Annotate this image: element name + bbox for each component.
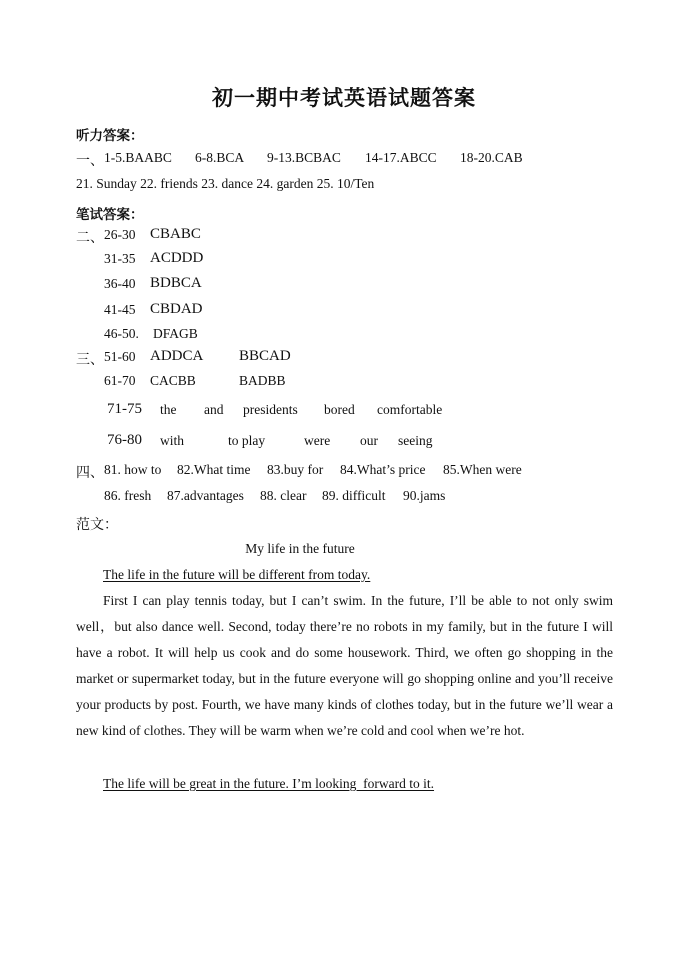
part3-word: bored [324, 402, 355, 417]
part2-range: 31-35 [104, 251, 136, 266]
part3-word: to play [228, 433, 266, 448]
part4-answer: 85.When were [443, 462, 522, 477]
part2-range: 26-30 [104, 227, 136, 242]
part4-answer: 81. how to [104, 462, 162, 477]
part3-word: and [204, 402, 224, 417]
listening-group: 6-8.BCA [195, 150, 245, 165]
part2-range: 46-50. [104, 326, 139, 341]
listening-header: 听力答案： [76, 128, 144, 144]
part2-answer: DFAGB [153, 326, 198, 341]
part4-answer: 90.jams [403, 488, 446, 503]
part4-prefix: 四、 [76, 465, 104, 481]
page-title: 初一期中考试英语试题答案 [212, 85, 476, 110]
part2-answer: ACDDD [150, 250, 204, 266]
part2-prefix: 二、 [76, 230, 104, 246]
part3-answer-b: BBCAD [239, 348, 291, 364]
part3-word: seeing [398, 433, 433, 448]
part3-word: presidents [243, 402, 298, 417]
part3-word: with [160, 433, 185, 448]
part3-word: the [160, 402, 177, 417]
part2-range: 36-40 [104, 276, 136, 291]
part4-answer: 84.What’s price [340, 462, 426, 477]
essay-title: My life in the future [245, 541, 355, 556]
part2-answer: CBABC [150, 226, 201, 242]
part3-range: 71-75 [107, 401, 142, 417]
listening-group: 1-5.BAABC [104, 150, 172, 165]
part4-answer: 89. difficult [322, 488, 386, 503]
part1-prefix: 一、 [76, 153, 104, 169]
essay-header: 范文： [76, 517, 118, 533]
part2-range: 41-45 [104, 302, 136, 317]
part2-answer: CBDAD [150, 301, 203, 317]
essay-body [76, 588, 613, 744]
part3-answer-a: ADDCA [150, 348, 204, 364]
part4-answer: 86. fresh [104, 488, 152, 503]
part3-prefix: 三、 [76, 352, 104, 368]
part3-range: 76-80 [107, 432, 142, 448]
essay-body-text: First I can play tennis today, but I can’t swim. In the future, I’ll be able to not only swim well，but also dance well. Second, today there’re no robots in my family, but in the future I will have a robot. It will help us cook and do some housework. Third, we often go shopping in the market or supermarket today, but in the future everyone will go shopping online and you’ll receive your products by post. Fourth, we have many kinds of clothes today, but in the future we’ll wear a new kind of clothes. They will be warm when we’re cold and cool when we’re hot. [76, 593, 613, 738]
part3-range: 51-60 [104, 349, 136, 364]
part4-answer: 87.advantages [167, 488, 244, 503]
part3-word: comfortable [377, 402, 443, 417]
listening-group: 14-17.ABCC [365, 150, 437, 165]
part4-answer: 82.What time [177, 462, 251, 477]
part4-answer: 88. clear [260, 488, 307, 503]
part2-answer: BDBCA [150, 275, 202, 291]
part3-range: 61-70 [104, 373, 136, 388]
part3-answer-a: CACBB [150, 373, 196, 388]
part3-answer-b: BADBB [239, 373, 286, 388]
written-header: 笔试答案： [76, 207, 144, 223]
listening-group: 18-20.CAB [460, 150, 523, 165]
essay-intro: The life in the future will be different from today. [103, 567, 371, 582]
part3-word: were [304, 433, 331, 448]
listening-group: 9-13.BCBAC [267, 150, 341, 165]
part3-word: our [360, 433, 378, 448]
listening-line2: 21. Sunday 22. friends 23. dance 24. garden 25. 10/Ten [76, 176, 375, 191]
part4-answer: 83.buy for [267, 462, 324, 477]
essay-conclusion: The life will be great in the future. I’m looking forward to it. [103, 776, 435, 791]
